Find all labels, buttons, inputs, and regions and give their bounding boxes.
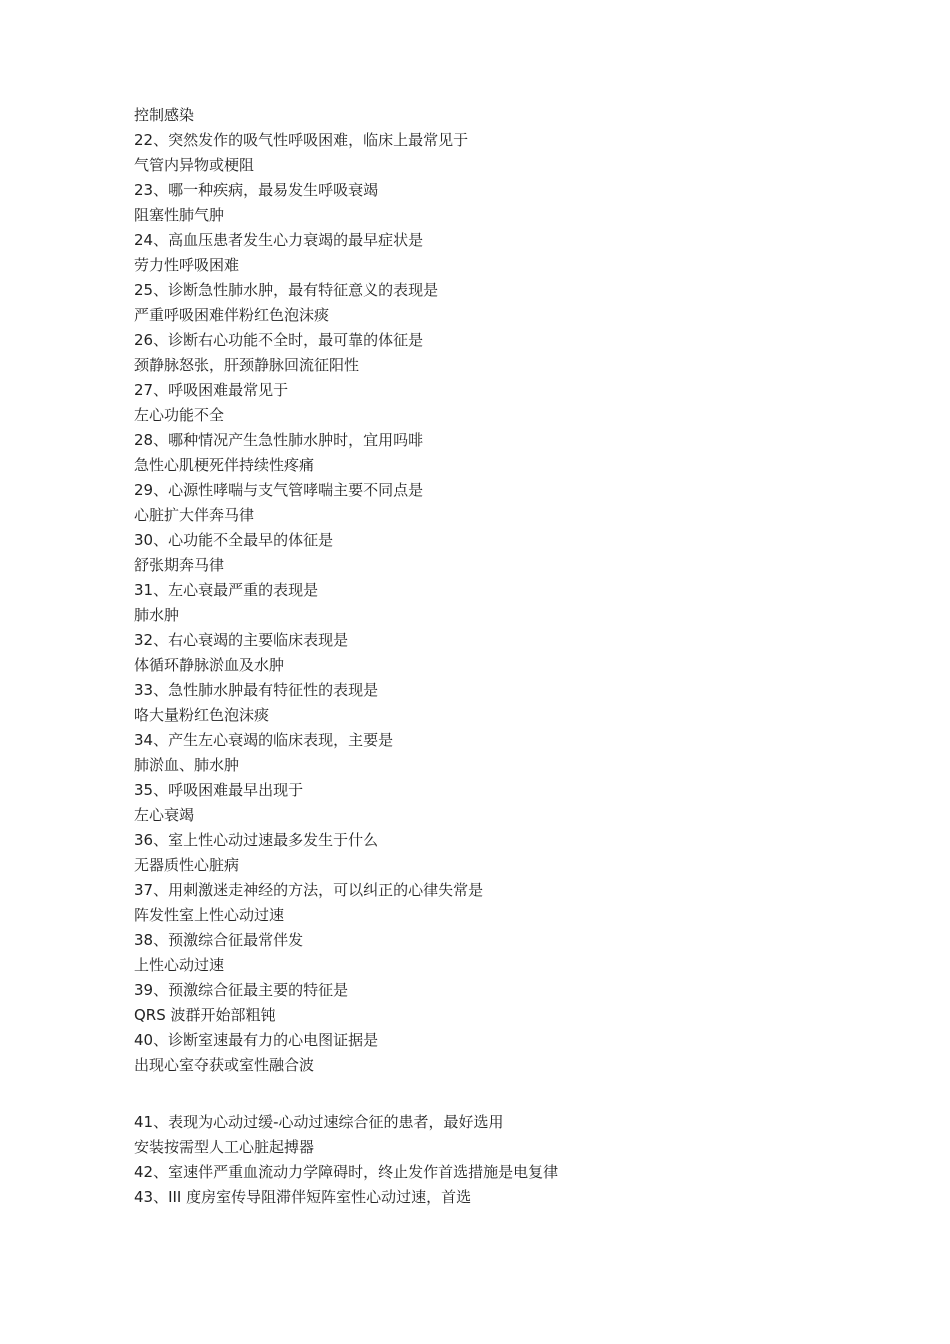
question-line: 38、预激综合征最常伴发 [134, 931, 304, 949]
answer-line: 咯大量粉红色泡沫痰 [134, 706, 270, 724]
question-line: 25、诊断急性肺水肿，最有特征意义的表现是 [134, 281, 439, 299]
answer-line: 舒张期奔马律 [134, 556, 225, 574]
answer-line: 阵发性室上性心动过速 [134, 906, 285, 924]
question-line: 39、预激综合征最主要的特征是 [134, 981, 349, 999]
question-line: 35、呼吸困难最早出现于 [134, 781, 304, 799]
question-line: 32、右心衰竭的主要临床表现是 [134, 631, 349, 649]
question-line: 23、哪一种疾病，最易发生呼吸衰竭 [134, 181, 379, 199]
answer-line: 上性心动过速 [134, 956, 225, 974]
question-line: 37、用刺激迷走神经的方法，可以纠正的心律失常是 [134, 881, 484, 899]
answer-line: 肺淤血、肺水肿 [134, 756, 240, 774]
question-line: 31、左心衰最严重的表现是 [134, 581, 319, 599]
answer-line: 安装按需型人工心脏起搏器 [134, 1138, 315, 1156]
question-line: 42、室速伴严重血流动力学障碍时，终止发作首选措施是电复律 [134, 1163, 559, 1181]
question-line: 24、高血压患者发生心力衰竭的最早症状是 [134, 231, 424, 249]
answer-line: 急性心肌梗死伴持续性疼痛 [134, 456, 315, 474]
answer-line: 肺水肿 [134, 606, 180, 624]
answer-line: 控制感染 [134, 106, 195, 124]
answer-line: 颈静脉怒张，肝颈静脉回流征阳性 [134, 356, 360, 374]
question-line: 22、突然发作的吸气性呼吸困难，临床上最常见于 [134, 131, 469, 149]
answer-line: 体循环静脉淤血及水肿 [134, 656, 285, 674]
answer-line: QRS 波群开始部粗钝 [134, 1006, 276, 1024]
question-line: 34、产生左心衰竭的临床表现，主要是 [134, 731, 394, 749]
question-line: 33、急性肺水肿最有特征性的表现是 [134, 681, 379, 699]
question-line: 29、心源性哮喘与支气管哮喘主要不同点是 [134, 481, 424, 499]
answer-line: 阻塞性肺气肿 [134, 206, 225, 224]
question-line: 36、室上性心动过速最多发生于什么 [134, 831, 379, 849]
answer-line: 左心功能不全 [134, 406, 225, 424]
answer-line: 严重呼吸困难伴粉红色泡沫痰 [134, 306, 330, 324]
section-gap [134, 1075, 894, 1107]
question-line: 26、诊断右心功能不全时，最可靠的体征是 [134, 331, 424, 349]
answer-line: 劳力性呼吸困难 [134, 256, 240, 274]
answer-line: 心脏扩大伴奔马律 [134, 506, 255, 524]
question-line: 41、表现为心动过缓-心动过速综合征的患者，最好选用 [134, 1113, 504, 1131]
answer-line: 气管内异物或梗阻 [134, 156, 255, 174]
question-line: 40、诊断室速最有力的心电图证据是 [134, 1031, 379, 1049]
answer-line: 出现心室夺获或室性融合波 [134, 1056, 315, 1074]
question-line: 43、III 度房室传导阻滞伴短阵室性心动过速，首选 [134, 1188, 472, 1206]
question-line: 27、呼吸困难最常见于 [134, 381, 289, 399]
document-page [134, 106, 894, 1207]
question-line: 28、哪种情况产生急性肺水肿时，宜用吗啡 [134, 431, 424, 449]
question-line: 30、心功能不全最早的体征是 [134, 531, 334, 549]
answer-line: 无器质性心脏病 [134, 856, 240, 874]
answer-line: 左心衰竭 [134, 806, 195, 824]
